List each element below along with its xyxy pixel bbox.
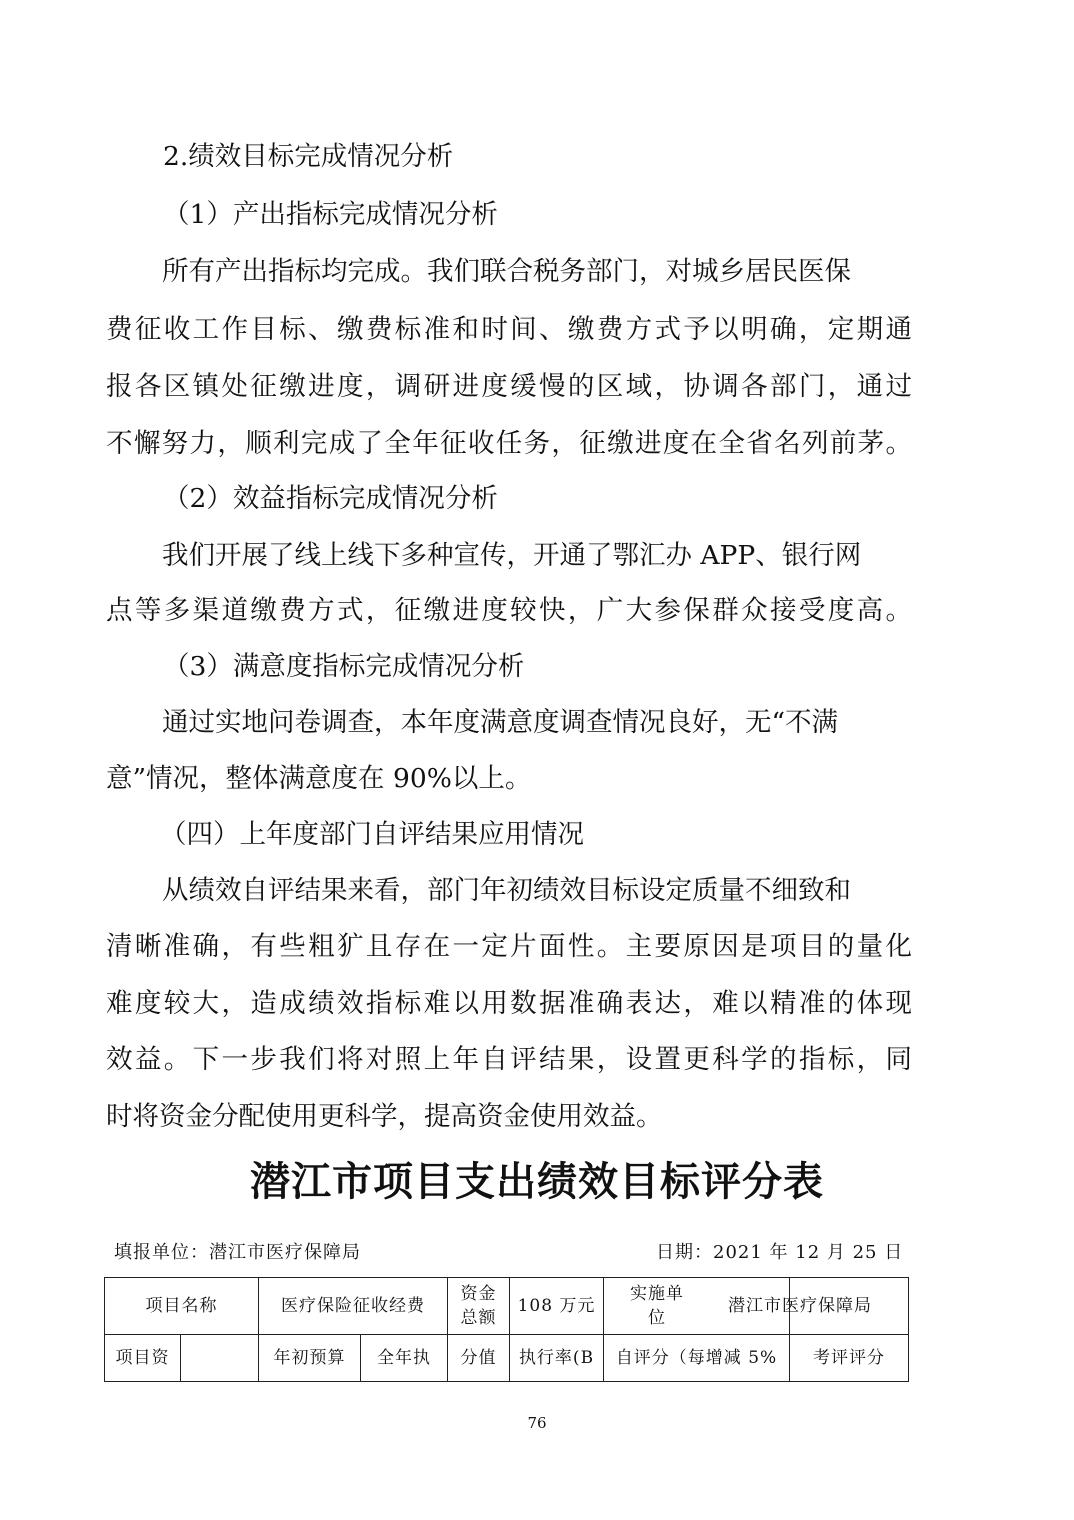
paragraph-line: 通过实地问卷调查，本年度满意度调查情况良好，无“不满 xyxy=(162,707,839,738)
reporting-unit: 填报单位：潜江市医疗保障局 xyxy=(114,1242,361,1263)
impl-unit-label-line: 位 xyxy=(648,1308,666,1328)
section-2-heading: 2.绩效目标完成情况分析 xyxy=(163,141,454,172)
paragraph-line: 所有产出指标均完成。我们联合税务部门，对城乡居民医保 xyxy=(162,256,851,287)
sub-3-heading: （3）满意度指标完成情况分析 xyxy=(163,651,525,682)
table-row xyxy=(105,1335,909,1382)
table-cell xyxy=(181,1335,259,1382)
table-cell: 自评分（每增减 5% xyxy=(604,1335,790,1382)
fund-total-label-line: 资金 xyxy=(460,1284,497,1304)
page-number: 76 xyxy=(527,1414,547,1432)
table-cell: 年初预算 xyxy=(259,1335,361,1382)
project-name-label: 项目名称 xyxy=(105,1278,259,1335)
table-cell: 分值 xyxy=(448,1335,510,1382)
impl-unit-label-line: 实施单 xyxy=(630,1284,684,1304)
paragraph-line: 效益。下一步我们将对照上年自评结果，设置更科学的指标，同 xyxy=(106,1044,912,1075)
paragraph-line: 从绩效自评结果来看，部门年初绩效目标设定质量不细致和 xyxy=(162,875,851,906)
sub-1-heading: （1）产出指标完成情况分析 xyxy=(163,199,498,230)
table-cell: 执行率(B xyxy=(510,1335,604,1382)
paragraph-line: 难度较大，造成绩效指标难以用数据准确表达，难以精准的体现 xyxy=(106,988,912,1019)
project-name-value: 医疗保险征收经费 xyxy=(259,1278,448,1335)
score-table xyxy=(104,1277,909,1382)
fund-total-label xyxy=(448,1278,510,1335)
impl-unit-value-text: 潜江市医疗保障局 xyxy=(728,1296,872,1316)
table-cell: 考评评分 xyxy=(790,1335,909,1382)
report-date: 日期：2021 年 12 月 25 日 xyxy=(656,1242,904,1263)
paragraph-line: 意”情况，整体满意度在 90%以上。 xyxy=(106,763,532,794)
paragraph-line: 清晰准确，有些粗犷且存在一定片面性。主要原因是项目的量化 xyxy=(106,931,912,962)
impl-unit-value xyxy=(728,1278,909,1335)
sub-2-heading: （2）效益指标完成情况分析 xyxy=(163,483,498,514)
table-cell: 全年执 xyxy=(361,1335,448,1382)
table-cell: 项目资 xyxy=(105,1335,181,1382)
table-title: 潜江市项目支出绩效目标评分表 xyxy=(250,1159,824,1205)
section-4-heading: （四）上年度部门自评结果应用情况 xyxy=(160,819,584,850)
paragraph-line: 报各区镇处征缴进度，调研进度缓慢的区域，协调各部门，通过 xyxy=(106,371,912,402)
paragraph-line: 点等多渠道缴费方式，征缴进度较快，广大参保群众接受度高。 xyxy=(106,595,912,626)
fund-total-value: 108 万元 xyxy=(510,1278,604,1335)
paragraph-line: 时将资金分配使用更科学，提高资金使用效益。 xyxy=(106,1101,663,1132)
paragraph-line: 不懈努力，顺利完成了全年征收任务，征缴进度在全省名列前茅。 xyxy=(106,428,912,459)
fund-total-label-line: 总额 xyxy=(460,1308,497,1328)
paragraph-line: 费征收工作目标、缴费标准和时间、缴费方式予以明确，定期通 xyxy=(106,314,912,345)
table-row xyxy=(105,1278,909,1335)
paragraph-line: 我们开展了线上线下多种宣传，开通了鄂汇办 APP、银行网 xyxy=(162,540,862,571)
